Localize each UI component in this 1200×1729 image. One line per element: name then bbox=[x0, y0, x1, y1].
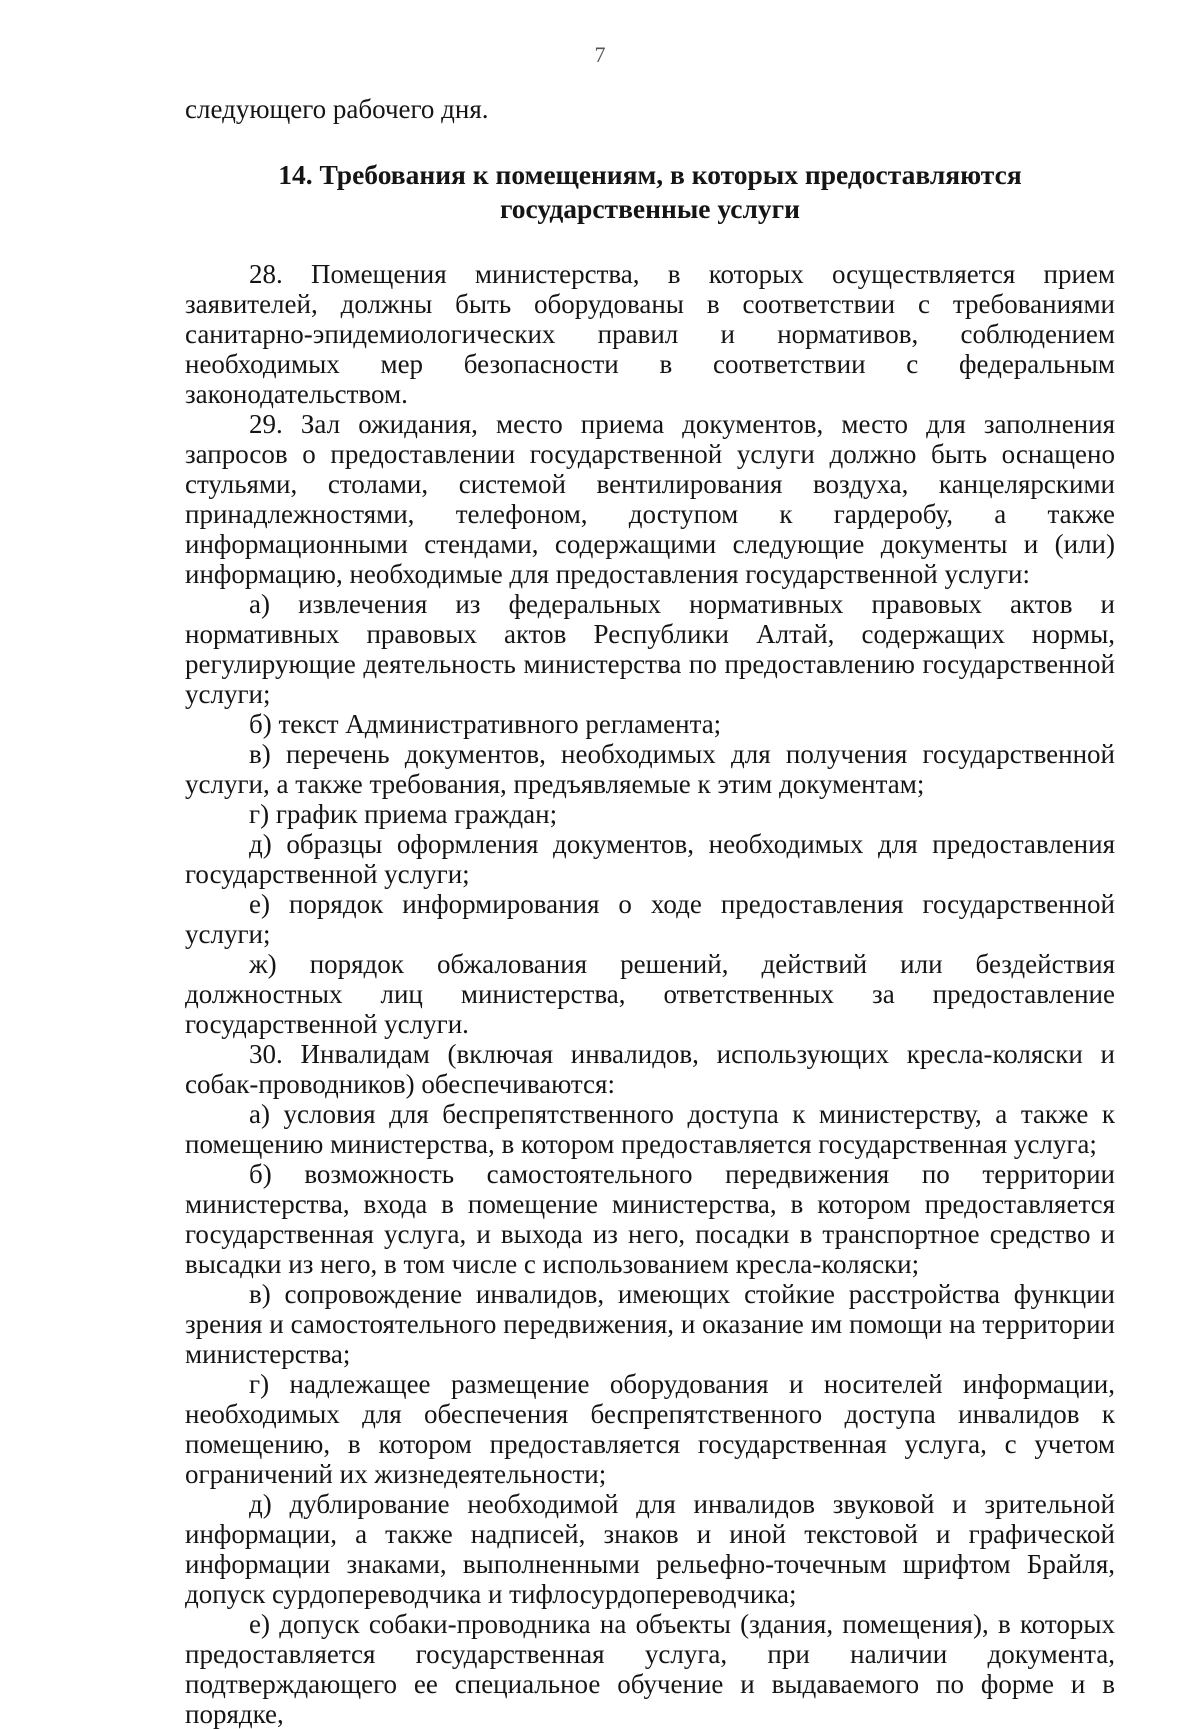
document-body bbox=[185, 94, 1115, 1729]
list-item-29-v: в) перечень документов, необходимых для получения государственной услуги, а также требования, предъявляемые к этим документам; bbox=[185, 739, 1115, 799]
list-item-29-a: а) извлечения из федеральных нормативных правовых актов и нормативных правовых актов Республики Алтай, содержащих нормы, регулирующие деятельность министерства по предоставлению государственной услуги; bbox=[185, 589, 1115, 709]
section-heading-line-1: 14. Требования к помещениям, в которых предоставляются bbox=[278, 159, 1022, 190]
list-item-30-g: г) надлежащее размещение оборудования и носителей информации, необходимых для обеспечения беспрепятственного доступа инвалидов к помещению, в котором предоставляется государственная услуга, с учетом ограничений их жизнедеятельности; bbox=[185, 1369, 1115, 1489]
list-item-29-g: г) график приема граждан; bbox=[249, 799, 558, 829]
paragraph-29: 29. Зал ожидания, место приема документов, место для заполнения запросов о предоставлении государственной услуги должно быть оснащено стульями, столами, системой вентилирования воздуха, канцелярскими принадлежностями, телефоном, доступом к гардеробу, а также информационными стендами, содержащими следующие документы и (или) информацию, необходимые для предоставления государственной услуги: bbox=[185, 409, 1115, 589]
list-item-30-v: в) сопровождение инвалидов, имеющих стойкие расстройства функции зрения и самостоятельного передвижения, и оказание им помощи на территории министерства; bbox=[185, 1279, 1115, 1369]
list-item-30-b: б) возможность самостоятельного передвижения по территории министерства, входа в помещение министерства, в котором предоставляется государственная услуга, и выхода из него, посадки в транспортное средство и высадки из него, в том числе с использованием кресла-коляски; bbox=[185, 1159, 1115, 1279]
page-number: 7 bbox=[594, 42, 606, 67]
section-heading-line-2: государственные услуги bbox=[499, 193, 800, 224]
list-item-29-b: б) текст Административного регламента; bbox=[249, 709, 722, 739]
paragraph-28: 28. Помещения министерства, в которых осуществляется прием заявителей, должны быть оборудованы в соответствии с требованиями санитарно-эпидемиологических правил и нормативов, соблюдением необходимых мер безопасности в соответствии с федеральным законодательством. bbox=[185, 259, 1115, 409]
list-item-29-e: е) порядок информирования о ходе предоставления государственной услуги; bbox=[185, 889, 1115, 949]
list-item-30-a: а) условия для беспрепятственного доступа к министерству, а также к помещению министерства, в котором предоставляется государственная услуга; bbox=[185, 1099, 1115, 1159]
list-item-30-d: д) дублирование необходимой для инвалидов звуковой и зрительной информации, а также надписей, знаков и иной текстовой и графической информации знаками, выполненными рельефно-точечным шрифтом Брайля, допуск сурдопереводчика и тифлосурдопереводчика; bbox=[185, 1489, 1115, 1609]
section-heading bbox=[185, 158, 1115, 226]
list-item-29-zh: ж) порядок обжалования решений, действий или бездействия должностных лиц министерства, ответственных за предоставление государственной услуги. bbox=[185, 949, 1115, 1039]
paragraph-30: 30. Инвалидам (включая инвалидов, использующих кресла-коляски и собак-проводников) обеспечиваются: bbox=[185, 1039, 1115, 1099]
list-item-30-e: е) допуск собаки-проводника на объекты (здания, помещения), в которых предоставляется государственная услуга, при наличии документа, подтверждающего ее специальное обучение и выдаваемого по форме и в порядке, bbox=[185, 1609, 1115, 1729]
list-item-29-d: д) образцы оформления документов, необходимых для предоставления государственной услуги; bbox=[185, 829, 1115, 889]
continuation-line: следующего рабочего дня. bbox=[185, 94, 489, 124]
